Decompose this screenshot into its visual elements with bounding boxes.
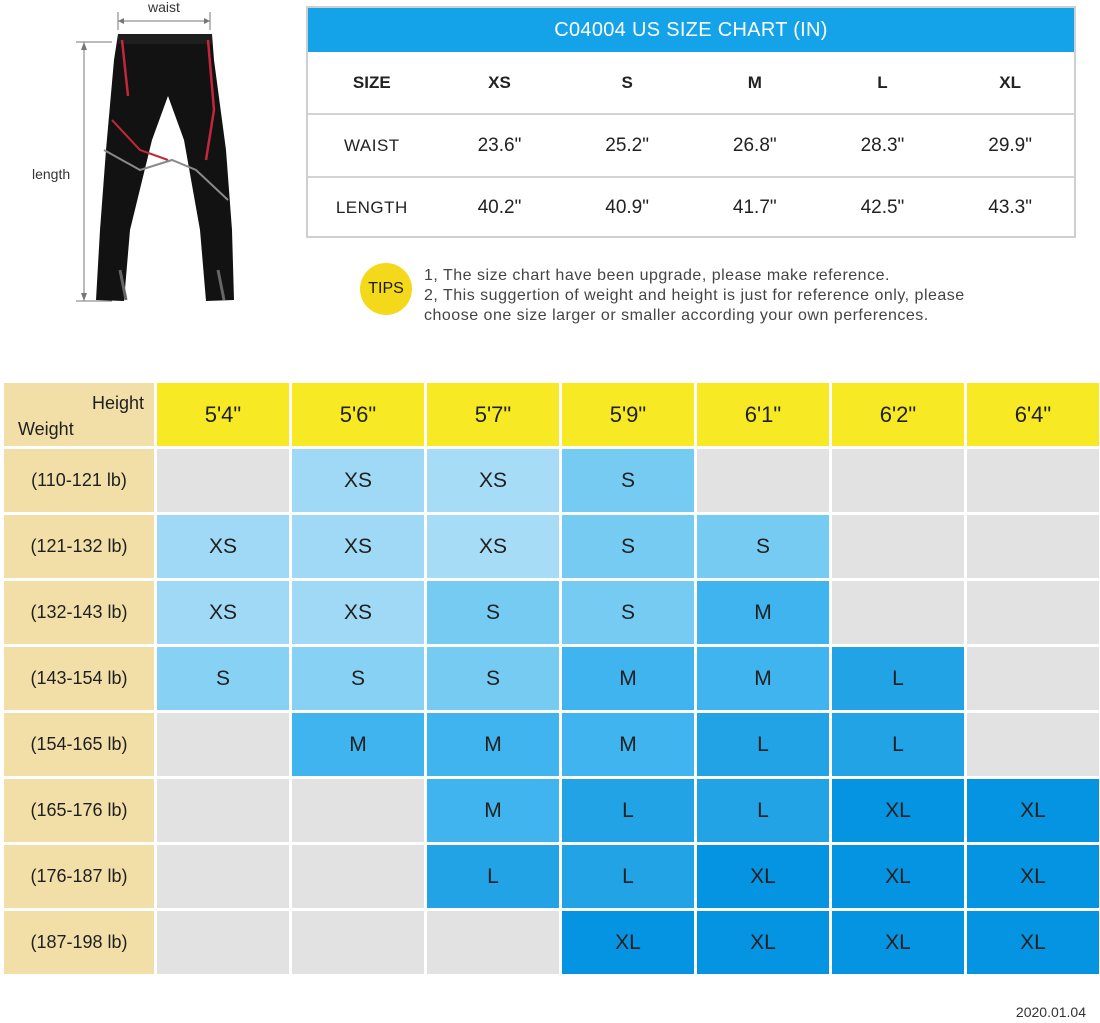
weight-label: (121-132 lb) <box>4 515 154 578</box>
size-cell <box>967 581 1099 644</box>
height-header: 5'4" <box>157 383 289 446</box>
size-cell: M <box>697 647 829 710</box>
tip-line-2: 2, This suggertion of weight and height is just for reference only, please <box>424 287 965 304</box>
waist-row-label: WAIST <box>308 114 436 177</box>
size-chart-table <box>308 52 1074 238</box>
size-cell <box>832 515 964 578</box>
size-cell: L <box>562 845 694 908</box>
size-cell: L <box>832 713 964 776</box>
tips-text <box>424 266 1084 326</box>
size-cell: M <box>292 713 424 776</box>
size-cell: XS <box>157 581 289 644</box>
size-cell <box>967 647 1099 710</box>
length-l: 42.5" <box>860 197 905 218</box>
size-cell: XL <box>832 845 964 908</box>
size-cell: XS <box>292 449 424 512</box>
pants-diagram <box>0 0 300 320</box>
length-xl: 43.3" <box>988 197 1032 218</box>
weight-label: (187-198 lb) <box>4 911 154 974</box>
waist-l: 28.3" <box>819 114 947 177</box>
height-header: 5'7" <box>427 383 559 446</box>
weight-label: (165-176 lb) <box>4 779 154 842</box>
footer-date: 2020.01.04 <box>1015 1004 1086 1020</box>
size-cell: XL <box>832 779 964 842</box>
waist-s: 25.2" <box>563 114 691 177</box>
tips-badge: TIPS <box>360 263 412 315</box>
size-xl: XL <box>946 52 1074 114</box>
waist-label: waist <box>148 0 180 15</box>
size-cell: S <box>562 449 694 512</box>
length-row <box>308 177 1074 238</box>
weight-label: (143-154 lb) <box>4 647 154 710</box>
size-cell: XL <box>967 911 1099 974</box>
length-m: 41.7" <box>732 197 777 218</box>
size-cell <box>832 581 964 644</box>
size-cell: XS <box>427 515 559 578</box>
size-cell: XL <box>967 779 1099 842</box>
size-cell: L <box>562 779 694 842</box>
size-cell <box>697 449 829 512</box>
pants-illustration <box>0 0 300 320</box>
size-l: L <box>819 52 947 114</box>
grid-corner <box>4 383 154 446</box>
size-cell: L <box>427 845 559 908</box>
tip-line-3: choose one size larger or smaller according your own perferences. <box>424 307 929 324</box>
size-cell: L <box>697 713 829 776</box>
size-cell <box>157 911 289 974</box>
size-cell: S <box>427 647 559 710</box>
size-cell <box>157 779 289 842</box>
size-cell: L <box>832 647 964 710</box>
size-cell <box>157 845 289 908</box>
size-cell: XS <box>292 581 424 644</box>
height-header: 6'2" <box>832 383 964 446</box>
size-chart-header-row <box>308 52 1074 114</box>
height-header: 5'9" <box>562 383 694 446</box>
size-cell <box>157 713 289 776</box>
size-xs: XS <box>436 52 564 114</box>
size-cell: S <box>562 515 694 578</box>
size-cell: XL <box>562 911 694 974</box>
size-cell: XS <box>427 449 559 512</box>
waist-xs: 23.6" <box>436 114 564 177</box>
size-cell: L <box>697 779 829 842</box>
size-cell: XL <box>697 845 829 908</box>
size-cell <box>292 779 424 842</box>
weight-label: (176-187 lb) <box>4 845 154 908</box>
size-chart-title: C04004 US SIZE CHART (IN) <box>308 8 1074 52</box>
size-cell <box>967 713 1099 776</box>
size-cell <box>967 449 1099 512</box>
size-cell: XL <box>832 911 964 974</box>
waist-m: 26.8" <box>691 114 819 177</box>
size-cell: M <box>562 647 694 710</box>
size-s: S <box>563 52 691 114</box>
size-cell: S <box>292 647 424 710</box>
waist-xl: 29.9" <box>946 114 1074 177</box>
size-cell <box>292 845 424 908</box>
height-header: 5'6" <box>292 383 424 446</box>
size-cell <box>427 911 559 974</box>
size-m: M <box>691 52 819 114</box>
size-cell: M <box>562 713 694 776</box>
size-cell: M <box>427 779 559 842</box>
size-cell: M <box>697 581 829 644</box>
tip-line-1: 1, The size chart have been upgrade, please make reference. <box>424 267 890 284</box>
weight-label: (154-165 lb) <box>4 713 154 776</box>
size-cell: S <box>427 581 559 644</box>
size-cell: XS <box>292 515 424 578</box>
length-xs: 40.2" <box>477 197 522 218</box>
size-cell: XL <box>697 911 829 974</box>
length-label: length <box>32 166 71 182</box>
size-cell: M <box>427 713 559 776</box>
weight-label: (110-121 lb) <box>4 449 154 512</box>
size-header-label: SIZE <box>308 52 436 114</box>
size-cell: S <box>157 647 289 710</box>
size-cell <box>832 449 964 512</box>
length-s: 40.9" <box>605 197 649 218</box>
size-cell: S <box>562 581 694 644</box>
waist-row <box>308 114 1074 177</box>
length-row-label: LENGTH <box>335 198 408 217</box>
size-cell: XL <box>967 845 1099 908</box>
corner-weight-label: Weight <box>18 419 74 439</box>
size-cell <box>967 515 1099 578</box>
size-chart <box>306 6 1076 238</box>
corner-height-label: Height <box>91 393 144 413</box>
height-header: 6'1" <box>697 383 829 446</box>
size-cell <box>292 911 424 974</box>
size-cell: XS <box>157 515 289 578</box>
weight-height-grid <box>4 383 1099 974</box>
weight-label: (132-143 lb) <box>4 581 154 644</box>
size-cell <box>157 449 289 512</box>
height-header: 6'4" <box>967 383 1099 446</box>
size-cell: S <box>697 515 829 578</box>
